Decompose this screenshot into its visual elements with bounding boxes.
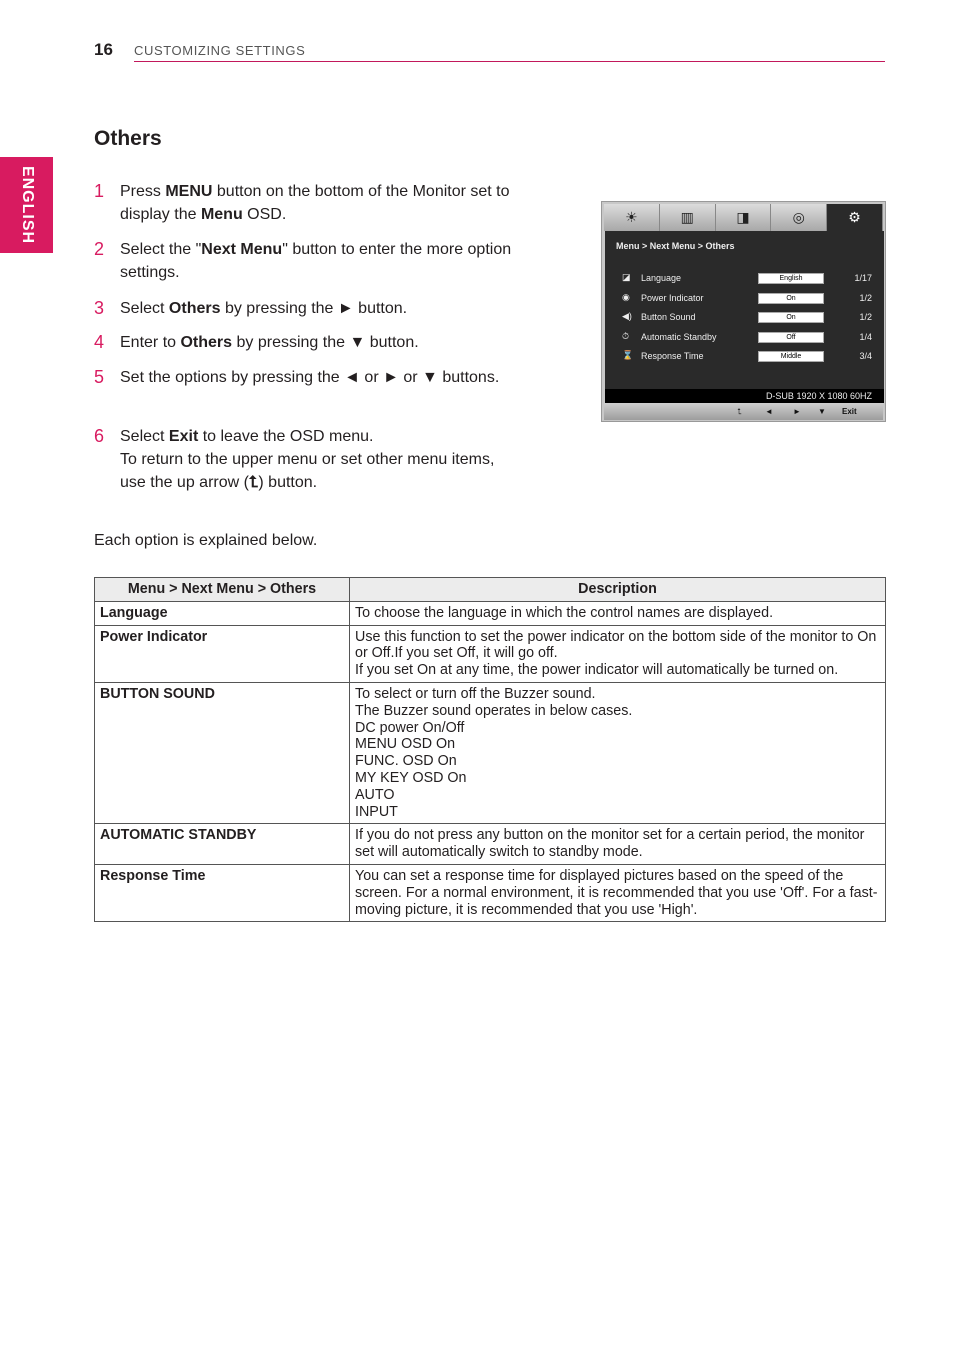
osd-row xyxy=(622,331,877,345)
left-arrow-icon: ◄ xyxy=(765,407,773,416)
osd-screenshot xyxy=(601,201,886,422)
option-name: Language xyxy=(95,601,350,625)
osd-row-value: Middle xyxy=(758,351,824,362)
step-item xyxy=(94,331,524,354)
osd-row xyxy=(622,350,877,364)
down-arrow-icon: ▼ xyxy=(818,407,826,416)
table-row xyxy=(95,625,886,682)
table-row xyxy=(95,864,886,921)
option-description: To choose the language in which the control names are displayed. xyxy=(350,601,886,625)
osd-row-index: 1/17 xyxy=(854,273,872,283)
osd-button-bar xyxy=(604,403,883,420)
option-description: You can set a response time for displayed pictures based on the speed of the screen. For a normal environment, it is recommended that you use 'Off'. For a fast-moving picture, it is recommended that you use 'High'. xyxy=(350,864,886,921)
step-text: Set the options by pressing the ◄ or ► or ▼ buttons. xyxy=(120,369,500,386)
osd-row-index: 3/4 xyxy=(859,351,872,362)
step-number: 5 xyxy=(94,367,105,387)
step-item xyxy=(94,366,524,389)
osd-row-value: On xyxy=(758,312,824,323)
table-header-menu: Menu > Next Menu > Others xyxy=(95,578,350,602)
osd-row-index: 1/4 xyxy=(859,331,872,342)
osd-menu-icons xyxy=(604,204,883,231)
step-number: 1 xyxy=(94,181,105,201)
osd-row-label: Button Sound xyxy=(641,312,696,323)
option-description: If you do not press any button on the monitor set for a certain period, the monitor set will automatically switch to standby mode. xyxy=(350,824,886,865)
table-row xyxy=(95,682,886,823)
step-text: Select Others by pressing the ► button. xyxy=(120,300,408,317)
osd-row-icon: ◀) xyxy=(622,311,632,322)
osd-row-index: 1/2 xyxy=(859,312,872,323)
osd-status-bar xyxy=(605,389,884,403)
step-number: 6 xyxy=(94,426,105,446)
osd-row xyxy=(622,311,877,325)
step-item xyxy=(94,238,524,284)
color-icon: ◨ xyxy=(716,204,772,231)
right-arrow-icon: ► xyxy=(793,407,801,416)
step-text: Select Exit to leave the OSD menu. To return to the upper menu or set other menu items, use the up arrow (⮤) button. xyxy=(120,428,495,491)
osd-row-value: English xyxy=(758,273,824,284)
osd-row-label: Language xyxy=(641,273,682,283)
language-tab-label: ENGLISH xyxy=(19,165,36,245)
exit-label: Exit xyxy=(842,407,857,416)
others-icon: ⚙ xyxy=(827,204,883,231)
table-header-description: Description xyxy=(350,578,886,602)
option-name: AUTOMATIC STANDBY xyxy=(95,824,350,865)
osd-row-label: Power Indicator xyxy=(641,292,704,303)
header-rule xyxy=(134,61,885,62)
osd-row-icon: ◉ xyxy=(622,291,630,302)
option-description: Use this function to set the power indicator on the bottom side of the monitor to On or Off.If you set Off, it will go off. If you set On at any time, the power indicator will automatically be turned on. xyxy=(350,625,886,682)
step-text: Select the "Next Menu" button to enter the more option settings. xyxy=(120,241,512,281)
osd-row-index: 1/2 xyxy=(859,292,872,303)
setup-icon: ◎ xyxy=(771,204,827,231)
step-item xyxy=(94,425,524,494)
osd-row xyxy=(622,272,877,286)
step-number: 4 xyxy=(94,332,105,352)
option-description: To select or turn off the Buzzer sound. The Buzzer sound operates in below cases. DC power On/Off MENU OSD On FUNC. OSD On MY KEY OSD On AUTO INPUT xyxy=(350,682,886,823)
page-title: Others xyxy=(94,127,162,150)
step-number: 3 xyxy=(94,298,105,318)
step-text: Press MENU button on the bottom of the Monitor set to display the Menu OSD. xyxy=(120,183,510,223)
osd-body xyxy=(605,231,884,403)
intro-text: Each option is explained below. xyxy=(94,532,318,549)
osd-row-icon: ⏱ xyxy=(622,330,630,341)
option-name: Power Indicator xyxy=(95,625,350,682)
osd-row-label: Response Time xyxy=(641,351,704,362)
up-arrow-icon: ⮤ xyxy=(737,407,742,416)
picture-icon: ▥ xyxy=(660,204,716,231)
option-name: BUTTON SOUND xyxy=(95,682,350,823)
osd-row xyxy=(622,292,877,306)
section-title: CUSTOMIZING SETTINGS xyxy=(134,43,306,58)
osd-row-label: Automatic Standby xyxy=(641,331,717,342)
osd-row-icon: ⌛ xyxy=(622,350,634,361)
osd-row-icon: ◪ xyxy=(622,272,631,282)
option-name: Response Time xyxy=(95,864,350,921)
osd-breadcrumb: Menu > Next Menu > Others xyxy=(616,241,735,251)
table-row xyxy=(95,601,886,625)
step-item xyxy=(94,297,524,320)
osd-row-value: On xyxy=(758,293,824,304)
table-row xyxy=(95,824,886,865)
table-header-row xyxy=(95,578,886,602)
osd-status: D-SUB 1920 X 1080 60HZ xyxy=(765,391,872,401)
language-tab xyxy=(0,157,53,253)
osd-row-value: Off xyxy=(758,332,824,343)
step-item xyxy=(94,180,524,226)
step-number: 2 xyxy=(94,239,105,259)
page-number: 16 xyxy=(94,40,113,59)
options-table xyxy=(94,577,886,922)
brightness-icon: ☀ xyxy=(604,204,660,231)
step-text: Enter to Others by pressing the ▼ button. xyxy=(120,334,419,351)
